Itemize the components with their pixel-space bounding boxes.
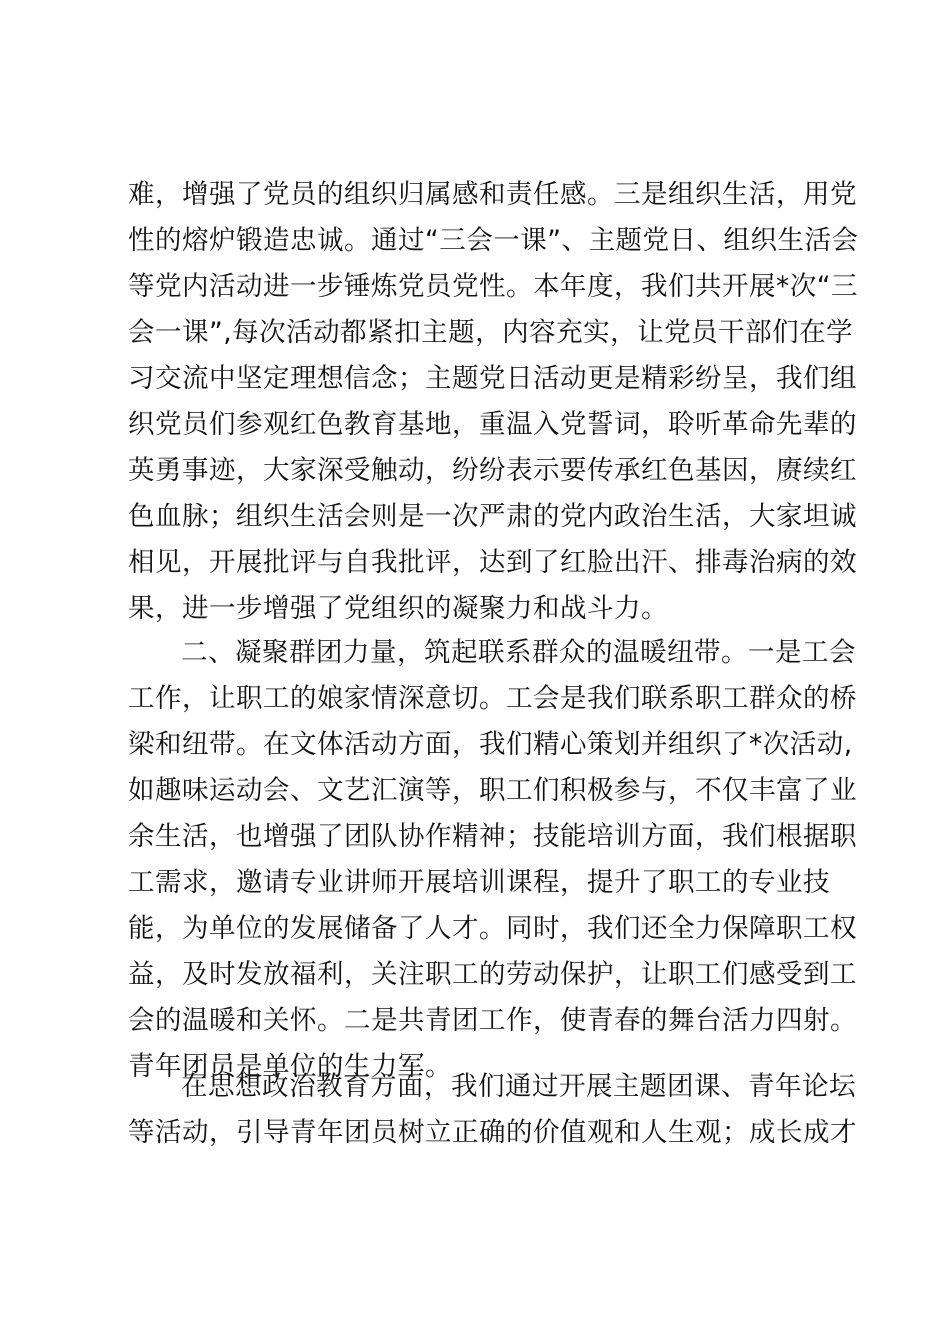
paragraph-mass-organizations xyxy=(128,630,857,1090)
text-line: 织党员们参观红色教育基地，重温入党誓词，聆听革命先辈的 xyxy=(128,409,857,440)
text-line: 等党内活动进一步锤炼党员党性。本年度，我们共开展*次“三 xyxy=(128,271,858,302)
text-line: 英勇事迹，大家深受触动，纷纷表示要传承红色基因，赓续红 xyxy=(128,455,857,486)
text-line: 色血脉；组织生活会则是一次严肃的党内政治生活，大家坦诚 xyxy=(128,501,857,532)
paragraph-organizational-life xyxy=(128,172,859,632)
text-line: 工作，让职工的娘家情深意切。工会是我们联系职工群众的桥 xyxy=(128,683,857,714)
text-line: 性的熔炉锻造忠诚。通过“三会一课”、主题党日、组织生活会 xyxy=(128,225,859,256)
text-line: 如趣味运动会、文艺汇演等，职工们积极参与，不仅丰富了业 xyxy=(128,775,857,806)
text-line: 梁和纽带。在文体活动方面，我们精心策划并组织了*次活动, xyxy=(128,729,853,760)
text-line: 难，增强了党员的组织归属感和责任感。三是组织生活，用党 xyxy=(128,179,857,210)
text-line: 余生活，也增强了团队协作精神；技能培训方面，我们根据职 xyxy=(128,821,857,852)
text-line: 果，进一步增强了党组织的凝聚力和战斗力。 xyxy=(128,593,668,624)
text-line: 青年团员是单位的生力军。 xyxy=(128,1051,452,1082)
text-line: 二、凝聚群团力量，筑起联系群众的温暖纽带。一是工会 xyxy=(181,637,856,668)
text-line: 在思想政治教育方面，我们通过开展主题团课、青年论坛 xyxy=(181,1071,856,1102)
text-line: 能，为单位的发展储备了人才。同时，我们还全力保障职工权 xyxy=(128,913,857,944)
text-line: 工需求，邀请专业讲师开展培训课程，提升了职工的专业技 xyxy=(128,867,830,898)
text-line: 益，及时发放福利，关注职工的劳动保护，让职工们感受到工 xyxy=(128,959,857,990)
text-line: 会一课”,每次活动都紧扣主题，内容充实，让党员干部们在学 xyxy=(128,317,854,348)
text-line: 相见，开展批评与自我批评，达到了红脸出汗、排毒治病的效 xyxy=(128,547,857,578)
text-line: 会的温暖和关怀。二是共青团工作，使青春的舞台活力四射。 xyxy=(128,1005,857,1036)
paragraph-youth-education xyxy=(128,1064,857,1156)
text-line: 等活动，引导青年团员树立正确的价值观和人生观；成长成才 xyxy=(128,1117,857,1148)
text-line: 习交流中坚定理想信念；主题党日活动更是精彩纷呈，我们组 xyxy=(128,363,857,394)
